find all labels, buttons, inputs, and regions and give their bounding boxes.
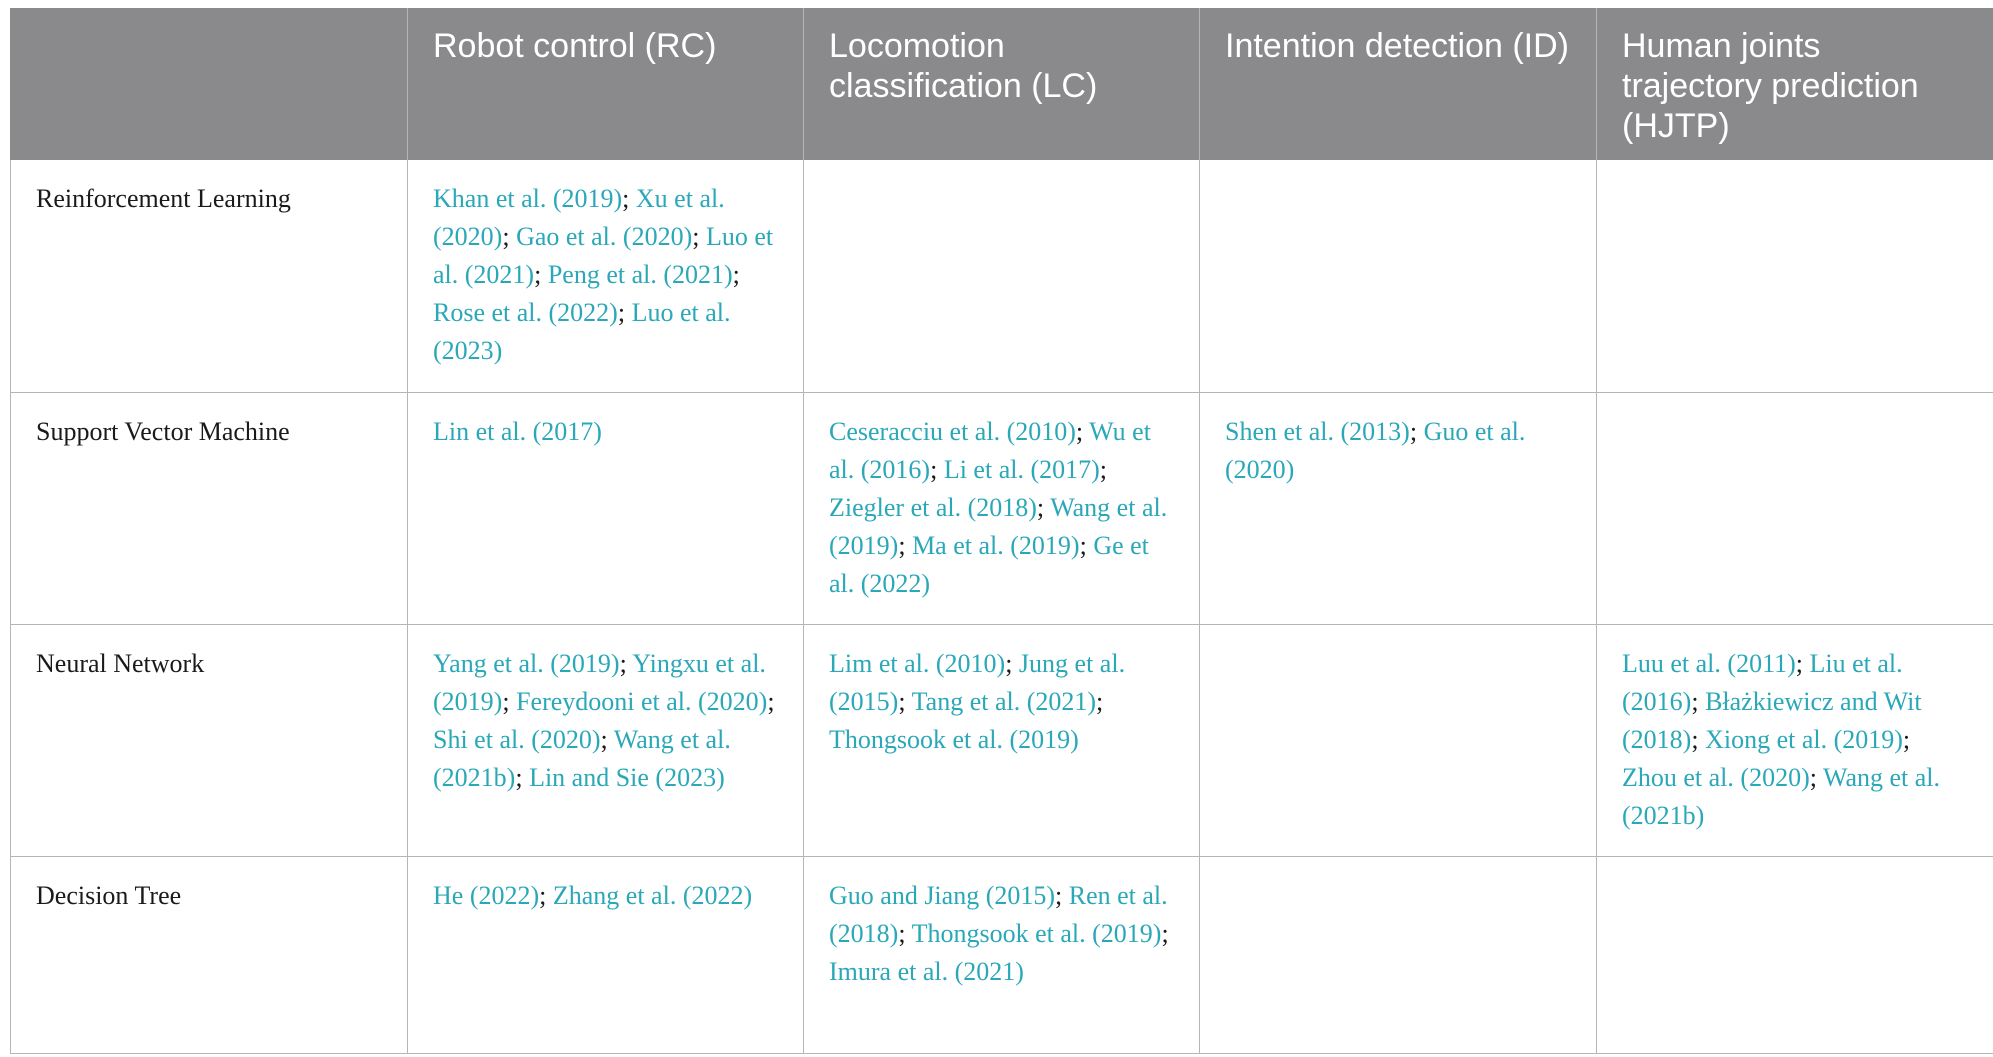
citation-separator: ; xyxy=(1096,686,1104,716)
citation-separator: ; xyxy=(1809,762,1823,792)
citation-link[interactable]: Tang et al. (2021) xyxy=(911,686,1097,716)
citation-separator: ; xyxy=(898,918,912,948)
citation-link[interactable]: Thongsook et al. (2019) xyxy=(911,918,1162,948)
citation-link[interactable]: Rose et al. (2022) xyxy=(433,298,618,327)
cell-rc xyxy=(408,624,804,856)
citation-separator: ; xyxy=(1075,416,1090,446)
citation-link[interactable]: Błażkiewicz and Wit (2018) xyxy=(1622,686,1922,754)
cell-lc xyxy=(804,392,1200,624)
citation-separator: ; xyxy=(622,184,636,213)
citation-link[interactable]: Fereydooni et al. (2020) xyxy=(516,686,768,716)
citation-separator: ; xyxy=(1079,530,1094,560)
citation-separator: ; xyxy=(898,686,912,716)
cell-rc xyxy=(408,392,804,624)
header-row xyxy=(11,8,1993,160)
cell-hjtp xyxy=(1597,856,1993,1053)
citation-separator: ; xyxy=(1099,454,1108,484)
table-header xyxy=(11,8,1993,160)
citation-separator: ; xyxy=(898,530,913,560)
header-cell-method xyxy=(11,8,408,160)
citation-link[interactable]: Lim et al. (2010) xyxy=(829,648,1006,678)
citation-separator: ; xyxy=(1005,648,1019,678)
citation-link[interactable]: Peng et al. (2021) xyxy=(547,260,733,289)
cell-hjtp xyxy=(1597,392,1993,624)
citation-link[interactable]: Ren et al. (2018) xyxy=(829,880,1168,948)
citation-link[interactable]: Ge et al. (2022) xyxy=(829,530,1149,598)
citation-link[interactable]: Imura et al. (2021) xyxy=(829,956,1024,986)
citation-separator: ; xyxy=(1055,880,1069,910)
citation-link[interactable]: Guo et al. (2020) xyxy=(1225,416,1526,484)
citation-link[interactable]: Wang et al. (2019) xyxy=(829,492,1168,560)
citation-link[interactable]: Luo et al. (2023) xyxy=(433,298,731,365)
citation-link[interactable]: Lin and Sie (2023) xyxy=(529,762,725,792)
citation-link[interactable]: Lin et al. (2017) xyxy=(433,416,602,446)
citation-link[interactable]: Wu et al. (2016) xyxy=(829,416,1151,484)
citation-link[interactable]: Liu et al. (2016) xyxy=(1622,648,1903,716)
citation-link[interactable]: Xu et al. (2020) xyxy=(433,184,725,251)
citation-link[interactable]: Xiong et al. (2019) xyxy=(1705,724,1903,754)
citation-separator: ; xyxy=(534,260,548,289)
header-cell-rc: Robot control (RC) xyxy=(408,8,804,160)
cell-hjtp xyxy=(1597,160,1993,392)
table-row xyxy=(11,392,1993,624)
citation-link[interactable]: Ceseracciu et al. (2010) xyxy=(829,416,1076,446)
citation-link[interactable]: Jung et al. (2015) xyxy=(829,648,1126,716)
citation-separator: ; xyxy=(617,298,632,327)
cell-lc xyxy=(804,624,1200,856)
method-name-cell: Support Vector Machine xyxy=(11,392,408,624)
citation-link[interactable]: Thongsook et al. (2019) xyxy=(829,724,1079,754)
citation-link[interactable]: Zhang et al. (2022) xyxy=(552,880,753,910)
cell-lc xyxy=(804,856,1200,1053)
method-name-cell: Reinforcement Learning xyxy=(11,160,408,392)
citation-link[interactable]: Shen et al. (2013) xyxy=(1225,416,1410,446)
citation-separator: ; xyxy=(1161,918,1169,948)
citation-link[interactable]: Yang et al. (2019) xyxy=(433,648,620,678)
citation-separator: ; xyxy=(600,724,614,754)
citation-separator: ; xyxy=(930,454,944,484)
citation-separator: ; xyxy=(1902,724,1911,754)
citation-link[interactable]: Shi et al. (2020) xyxy=(433,724,601,754)
citation-separator: ; xyxy=(502,222,517,251)
table-row xyxy=(11,624,1993,856)
header-cell-id: Intention detection (ID) xyxy=(1200,8,1597,160)
citation-link[interactable]: Gao et al. (2020) xyxy=(516,222,693,251)
citation-link[interactable]: Wang et al. (2021b) xyxy=(1622,762,1941,830)
header-cell-hjtp: Human joints trajectory prediction (HJTP) xyxy=(1597,8,1993,160)
header-cell-lc: Locomotion classification (LC) xyxy=(804,8,1200,160)
citation-separator: ; xyxy=(1036,492,1051,522)
citation-link[interactable]: He (2022) xyxy=(433,880,540,910)
citation-link[interactable]: Wang et al. (2021b) xyxy=(433,724,731,792)
methods-table-container xyxy=(10,8,1993,1054)
method-name-cell: Neural Network xyxy=(11,624,408,856)
citation-link[interactable]: Yingxu et al. (2019) xyxy=(433,648,766,716)
citation-separator: ; xyxy=(539,880,553,910)
citation-separator: ; xyxy=(515,762,530,792)
citation-link[interactable]: Li et al. (2017) xyxy=(943,454,1100,484)
citation-separator: ; xyxy=(619,648,633,678)
table-body xyxy=(11,160,1993,1053)
cell-rc xyxy=(408,856,804,1053)
citation-separator: ; xyxy=(692,222,706,251)
citation-separator: ; xyxy=(1795,648,1810,678)
cell-lc xyxy=(804,160,1200,392)
citation-separator: ; xyxy=(732,260,740,289)
citation-link[interactable]: Ziegler et al. (2018) xyxy=(829,492,1037,522)
citation-link[interactable]: Khan et al. (2019) xyxy=(433,184,623,213)
cell-hjtp xyxy=(1597,624,1993,856)
method-name-cell: Decision Tree xyxy=(11,856,408,1053)
table-row xyxy=(11,856,1993,1053)
citation-link[interactable]: Luu et al. (2011) xyxy=(1622,648,1796,678)
citation-link[interactable]: Guo and Jiang (2015) xyxy=(829,880,1056,910)
citation-link[interactable]: Zhou et al. (2020) xyxy=(1622,762,1810,792)
citation-separator: ; xyxy=(1409,416,1424,446)
cell-id xyxy=(1200,160,1597,392)
cell-rc xyxy=(408,160,804,392)
methods-table xyxy=(10,8,1993,1054)
citation-link[interactable]: Luo et al. (2021) xyxy=(433,222,774,289)
cell-id xyxy=(1200,624,1597,856)
citation-link[interactable]: Ma et al. (2019) xyxy=(912,530,1080,560)
cell-id xyxy=(1200,392,1597,624)
citation-separator: ; xyxy=(767,686,775,716)
table-row xyxy=(11,160,1993,392)
citation-separator: ; xyxy=(502,686,517,716)
citation-separator: ; xyxy=(1691,686,1706,716)
cell-id xyxy=(1200,856,1597,1053)
citation-separator: ; xyxy=(1691,724,1706,754)
